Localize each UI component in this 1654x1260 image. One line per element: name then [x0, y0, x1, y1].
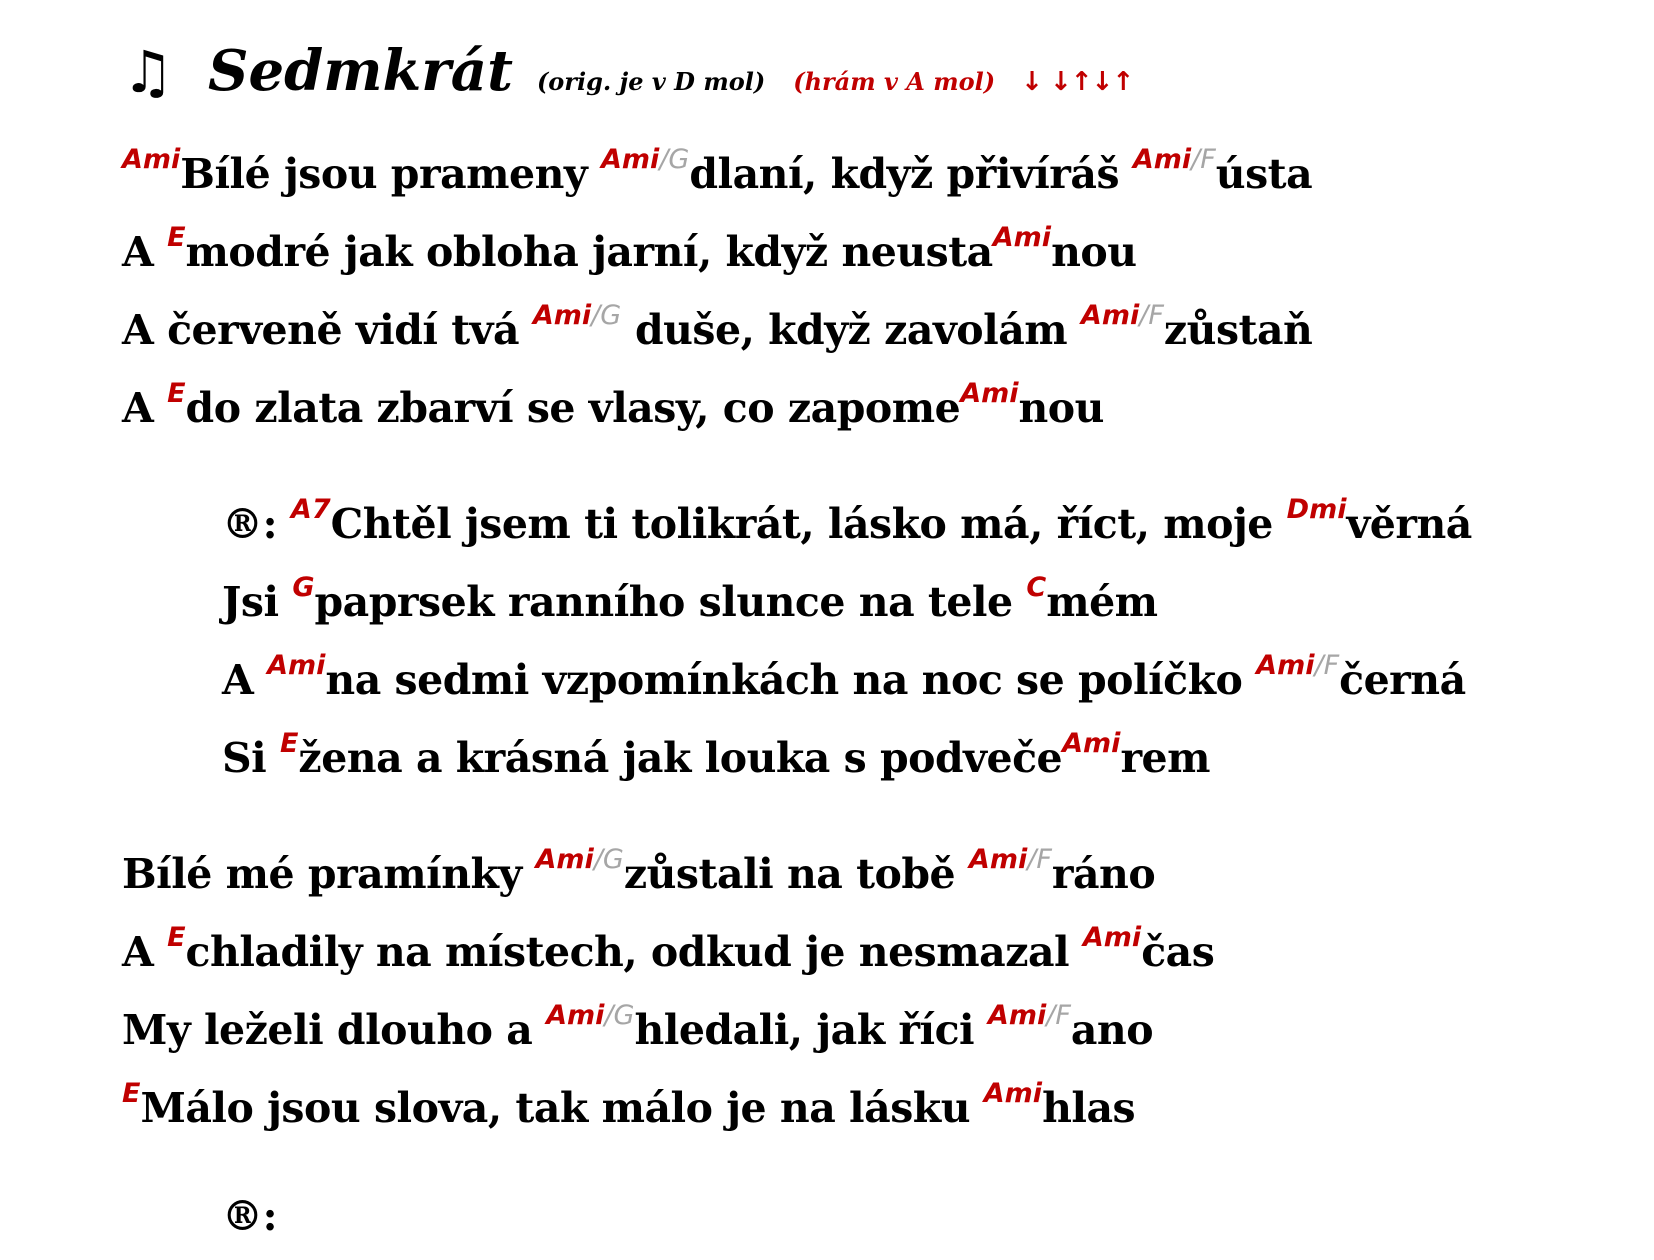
lyric: My leželi dlouho a [122, 1006, 547, 1054]
lyric: ráno [1051, 850, 1156, 898]
lyric: dlaní, když přivíráš [689, 150, 1133, 198]
chord: Ami [987, 1000, 1047, 1031]
lyric: ústa [1215, 150, 1313, 198]
chord: A7 [290, 494, 331, 525]
chord: Ami [1082, 922, 1142, 953]
chord: Ami [1080, 300, 1140, 331]
chord: Ami [1062, 728, 1121, 759]
bass-note: /F [1314, 650, 1340, 681]
chord: E [167, 378, 186, 409]
lyric: Bílé mé pramínky [122, 850, 536, 898]
verse1-line-2 [122, 222, 1137, 276]
bass-note: /G [604, 1000, 635, 1031]
verse1-line-4 [122, 378, 1104, 432]
header [122, 36, 1133, 104]
bass-note: /F [1139, 300, 1164, 331]
chord: Ami [968, 844, 1028, 875]
lyric: A [122, 928, 168, 976]
verse2-line-1 [122, 844, 1156, 898]
lyric: A [122, 228, 168, 276]
chord: Ami [960, 378, 1019, 409]
lyric: na sedmi vzpomínkách na noc se políčko [325, 656, 1257, 704]
bass-note: /F [1046, 1000, 1071, 1031]
chorus-line-2 [222, 572, 1158, 626]
lyric: chladily na místech, odkud je nesmazal [185, 928, 1083, 976]
verse1-line-3 [122, 300, 1313, 354]
lyric: černá [1339, 656, 1466, 704]
lyric: ano [1070, 1006, 1154, 1054]
lyric: hlas [1042, 1084, 1136, 1132]
lyric: žena a krásná jak louka s podveče [298, 734, 1063, 782]
lyric: Chtěl jsem ti tolikrát, lásko má, říct, moje [330, 500, 1287, 548]
lyric: hledali, jak říci [634, 1006, 988, 1054]
chord: Ami [122, 144, 181, 175]
song-title: Sedmkrát [208, 38, 513, 104]
lyric: A červeně vidí tvá [122, 306, 533, 354]
chorus-repeat [222, 1192, 277, 1240]
chord: Ami [532, 300, 592, 331]
lyric: mém [1046, 578, 1158, 626]
chorus-line-3 [222, 650, 1466, 704]
chorus-line-1 [222, 494, 1472, 548]
lyric: paprsek ranního slunce na tele [314, 578, 1027, 626]
chorus-line-4 [222, 728, 1211, 782]
bass-note: /G [593, 844, 624, 875]
strum-pattern: ↓ ↓↑↓↑ [1021, 67, 1134, 97]
chord: G [292, 572, 315, 603]
chord: Dmi [1286, 494, 1347, 525]
bass-note: /F [1027, 844, 1052, 875]
played-key: (hrám v A mol) [793, 67, 996, 96]
bass-note: /F [1191, 144, 1216, 175]
chord: Ami [1132, 144, 1192, 175]
lyric: nou [1051, 228, 1137, 276]
lyric: A [222, 656, 268, 704]
verse2-line-3 [122, 1000, 1154, 1054]
chord: Ami [983, 1078, 1043, 1109]
chord: E [122, 1078, 141, 1109]
lyric: nou [1018, 384, 1104, 432]
music-note-icon: ♫ [122, 38, 174, 106]
lyric: čas [1141, 928, 1215, 976]
chord: Ami [992, 222, 1052, 253]
verse2-line-4 [122, 1078, 1136, 1132]
lyric: zůstali na tobě [623, 850, 969, 898]
chord: Ami [535, 844, 594, 875]
chord: C [1026, 572, 1047, 603]
refrain-mark: ®: [222, 1192, 278, 1240]
lyric: Málo jsou slova, tak málo je na lásku [140, 1084, 984, 1132]
bass-note: /G [659, 144, 690, 175]
lyric: modré jak obloha jarní, když neusta [185, 228, 993, 276]
lyric: zůstaň [1163, 306, 1313, 354]
lyric: ®: [222, 500, 291, 548]
lyric: duše, když zavolám [621, 306, 1081, 354]
lyric: do zlata zbarví se vlasy, co zapome [185, 384, 961, 432]
bass-note: /G [591, 300, 622, 331]
verse2-line-2 [122, 922, 1215, 976]
chord: E [167, 222, 186, 253]
lyric: rem [1120, 734, 1211, 782]
chord: Ami [1256, 650, 1315, 681]
verse1-line-1 [122, 144, 1313, 198]
chord: Ami [601, 144, 660, 175]
lyric: A [122, 384, 168, 432]
lyric: Jsi [222, 578, 293, 626]
original-key: (orig. je v D mol) [536, 67, 766, 96]
chord: Ami [546, 1000, 605, 1031]
lyric: Si [222, 734, 280, 782]
chord: E [279, 728, 299, 759]
chord: Ami [267, 650, 326, 681]
lyric: věrná [1346, 500, 1472, 548]
lyric: Bílé jsou prameny [180, 150, 602, 198]
chord: E [167, 922, 186, 953]
